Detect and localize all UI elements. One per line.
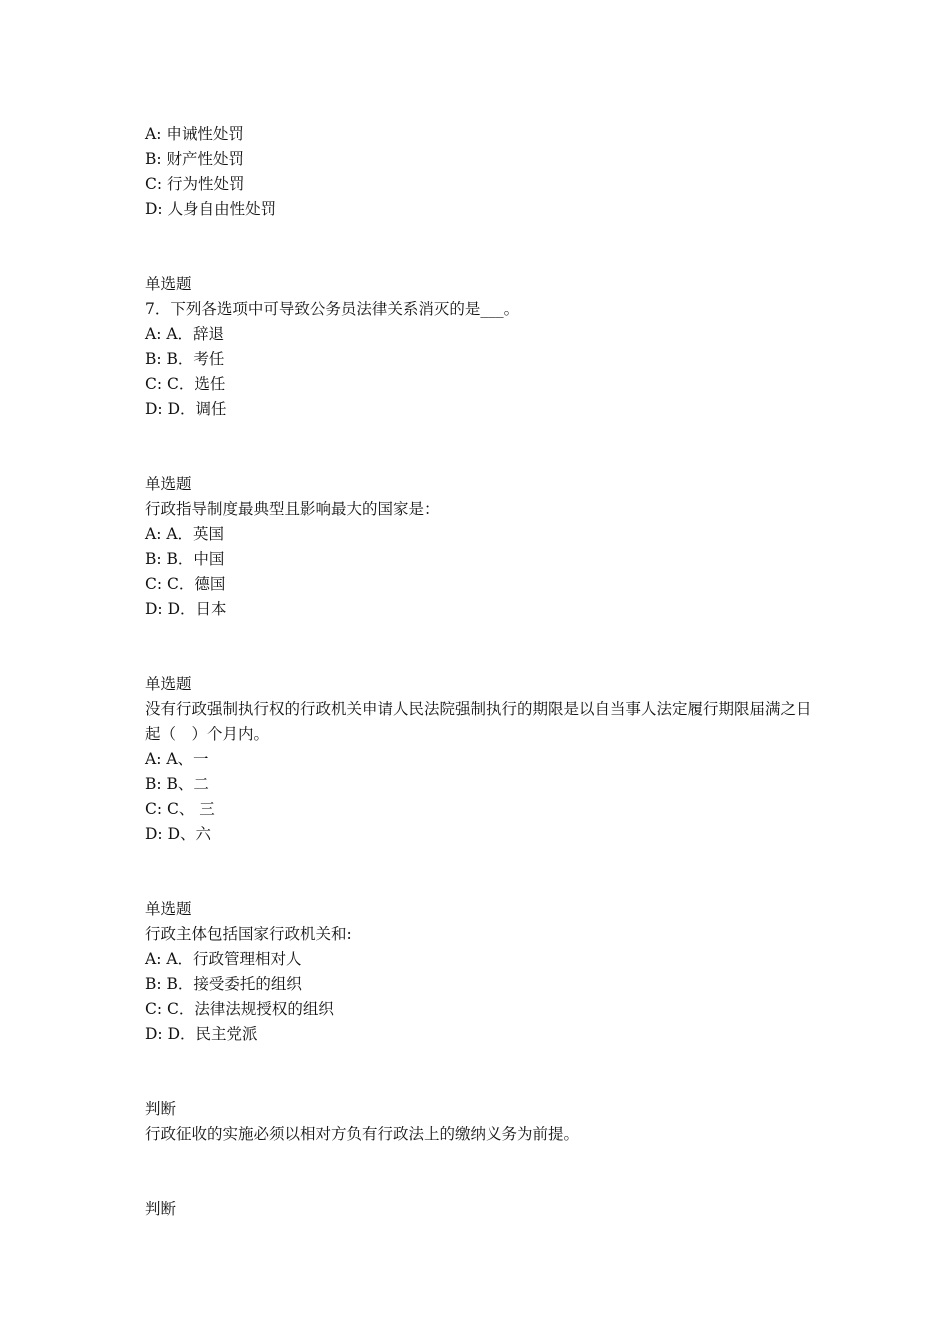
option-d: D: D、六 (145, 825, 212, 843)
option-b: B: B．接受委托的组织 (145, 975, 302, 993)
question-type: 单选题 (145, 675, 192, 693)
question-stem: 行政征收的实施必须以相对方负有行政法上的缴纳义务为前提。 (145, 1125, 580, 1143)
question-type: 判断 (145, 1100, 177, 1118)
option-d: D: D．民主党派 (145, 1025, 258, 1043)
option-b: B: B．中国 (145, 550, 225, 568)
option-c: C: C．法律法规授权的组织 (145, 1000, 334, 1018)
document-page (145, 122, 825, 1222)
question-block (145, 272, 825, 422)
option-a: A: A．辞退 (145, 325, 225, 343)
question-block-continued (145, 122, 825, 222)
option-a: A: A．行政管理相对人 (145, 950, 302, 968)
question-type: 单选题 (145, 275, 192, 293)
question-block (145, 472, 825, 622)
question-block (145, 897, 825, 1047)
judgement-block (145, 1197, 825, 1222)
question-type: 判断 (145, 1200, 177, 1218)
judgement-block (145, 1097, 825, 1147)
option-a: A: 申诫性处罚 (145, 125, 244, 143)
question-type: 单选题 (145, 900, 192, 918)
option-c: C: C、 三 (145, 800, 215, 818)
option-c: C: 行为性处罚 (145, 175, 245, 193)
option-d: D: D．调任 (145, 400, 227, 418)
option-c: C: C．选任 (145, 375, 226, 393)
option-a: A: A．英国 (145, 525, 225, 543)
option-b: B: B．考任 (145, 350, 225, 368)
question-block (145, 672, 825, 847)
question-stem: 行政指导制度最典型且影响最大的国家是： (145, 500, 440, 518)
question-stem: 行政主体包括国家行政机关和: (145, 925, 352, 943)
option-b: B: 财产性处罚 (145, 150, 245, 168)
option-b: B: B、二 (145, 775, 209, 793)
option-d: D: 人身自由性处罚 (145, 200, 277, 218)
question-stem: 没有行政强制执行权的行政机关申请人民法院强制执行的期限是以自当事人法定履行期限届满之日起（ ）个月内。 (145, 700, 812, 743)
question-type: 单选题 (145, 475, 192, 493)
question-stem: 7．下列各选项中可导致公务员法律关系消灭的是___。 (145, 300, 520, 318)
option-a: A: A、一 (145, 750, 209, 768)
option-d: D: D．日本 (145, 600, 227, 618)
option-c: C: C．德国 (145, 575, 226, 593)
